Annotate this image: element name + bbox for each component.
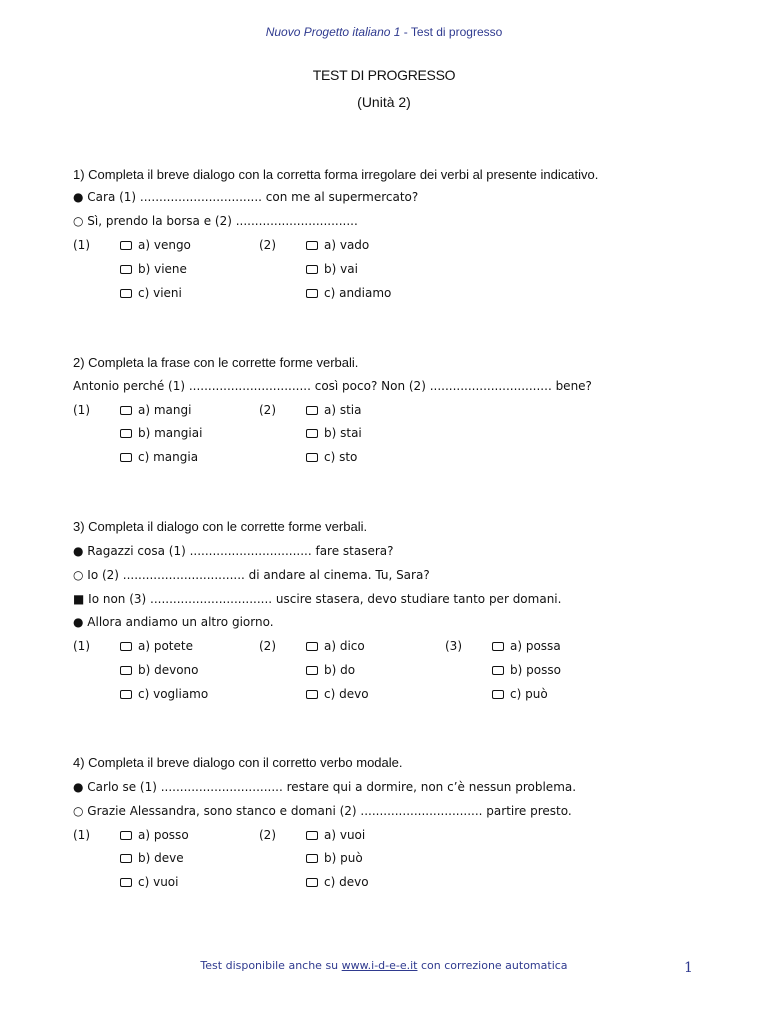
answer-option[interactable] <box>492 639 561 653</box>
answer-option[interactable] <box>306 875 369 889</box>
sentence-line: Antonio perché (1) ................................ così poco? Non (2) ................................ bene? <box>73 379 592 393</box>
option-label: b) mangiai <box>138 426 203 440</box>
dialogue-line: ○ Sì, prendo la borsa e (2) ................................ <box>73 214 358 228</box>
checkbox-icon[interactable] <box>120 831 132 840</box>
checkbox-icon[interactable] <box>306 265 318 274</box>
checkbox-icon[interactable] <box>120 289 132 298</box>
page-subtitle: (Unità 2) <box>357 94 411 110</box>
option-label: a) vuoi <box>324 828 366 842</box>
checkbox-icon[interactable] <box>120 854 132 863</box>
answer-option[interactable] <box>120 238 191 252</box>
checkbox-icon[interactable] <box>492 666 504 675</box>
answer-option[interactable] <box>306 286 391 300</box>
answer-option[interactable] <box>120 875 178 889</box>
checkbox-icon[interactable] <box>306 289 318 298</box>
answer-option[interactable] <box>120 450 198 464</box>
option-label: b) deve <box>138 851 184 865</box>
blank-number-label: (2) <box>259 403 276 417</box>
checkbox-icon[interactable] <box>306 453 318 462</box>
answer-option[interactable] <box>306 238 369 252</box>
checkbox-icon[interactable] <box>120 453 132 462</box>
blank-number-label: (2) <box>259 238 276 252</box>
checkbox-icon[interactable] <box>306 690 318 699</box>
question-heading: 2) Completa la frase con le corrette forme verbali. <box>73 355 359 370</box>
option-label: b) posso <box>510 663 561 677</box>
option-label: b) devono <box>138 663 199 677</box>
checkbox-icon[interactable] <box>306 429 318 438</box>
answer-option[interactable] <box>306 851 363 865</box>
dialogue-line: ■ Io non (3) ................................ uscire stasera, devo studiare tanto per domani. <box>73 592 562 606</box>
answer-option[interactable] <box>120 687 208 701</box>
option-label: c) andiamo <box>324 286 392 300</box>
answer-option[interactable] <box>120 403 191 417</box>
option-label: b) viene <box>138 262 187 276</box>
answer-option[interactable] <box>492 663 561 677</box>
checkbox-icon[interactable] <box>306 406 318 415</box>
option-label: b) può <box>324 851 363 865</box>
option-label: a) vado <box>324 238 370 252</box>
option-label: b) vai <box>324 262 358 276</box>
option-label: b) do <box>324 663 356 677</box>
dialogue-line: ○ Grazie Alessandra, sono stanco e domani (2) ................................ partire presto. <box>73 804 572 818</box>
running-header <box>0 25 768 39</box>
checkbox-icon[interactable] <box>492 690 504 699</box>
option-label: a) vengo <box>138 238 191 252</box>
footer-text-after: con correzione automatica <box>417 959 568 972</box>
dialogue-line: ● Carlo se (1) ................................ restare qui a dormire, non c’è nessun problema. <box>73 780 577 794</box>
checkbox-icon[interactable] <box>120 241 132 250</box>
option-label: c) può <box>510 687 548 701</box>
checkbox-icon[interactable] <box>120 406 132 415</box>
option-label: a) potete <box>138 639 193 653</box>
checkbox-icon[interactable] <box>492 642 504 651</box>
blank-number-label: (1) <box>73 828 90 842</box>
dialogue-line: ● Cara (1) ................................ con me al supermercato? <box>73 190 419 204</box>
blank-number-label: (3) <box>445 639 462 653</box>
option-label: a) possa <box>510 639 561 653</box>
dialogue-line: ○ Io (2) ................................ di andare al cinema. Tu, Sara? <box>73 568 430 582</box>
checkbox-icon[interactable] <box>120 265 132 274</box>
header-subtitle: - Test di progresso <box>400 25 503 39</box>
blank-number-label: (1) <box>73 403 90 417</box>
checkbox-icon[interactable] <box>306 642 318 651</box>
option-label: c) vieni <box>138 286 182 300</box>
answer-option[interactable] <box>306 639 365 653</box>
answer-option[interactable] <box>120 286 182 300</box>
answer-option[interactable] <box>120 663 199 677</box>
dialogue-line: ● Ragazzi cosa (1) ................................ fare stasera? <box>73 544 394 558</box>
checkbox-icon[interactable] <box>120 429 132 438</box>
answer-option[interactable] <box>306 403 362 417</box>
option-label: c) mangia <box>138 450 199 464</box>
option-label: c) devo <box>324 875 369 889</box>
answer-option[interactable] <box>306 450 357 464</box>
question-heading: 3) Completa il dialogo con le corrette forme verbali. <box>73 519 368 534</box>
blank-number-label: (2) <box>259 828 276 842</box>
question-heading: 4) Completa il breve dialogo con il corretto verbo modale. <box>73 755 403 770</box>
answer-option[interactable] <box>306 663 355 677</box>
option-label: b) stai <box>324 426 362 440</box>
option-label: a) stia <box>324 403 362 417</box>
checkbox-icon[interactable] <box>306 854 318 863</box>
checkbox-icon[interactable] <box>120 666 132 675</box>
option-label: a) mangi <box>138 403 192 417</box>
blank-number-label: (1) <box>73 639 90 653</box>
answer-option[interactable] <box>492 687 548 701</box>
answer-option[interactable] <box>120 426 202 440</box>
option-label: c) devo <box>324 687 369 701</box>
answer-option[interactable] <box>306 426 362 440</box>
option-label: c) sto <box>324 450 358 464</box>
answer-option[interactable] <box>120 639 193 653</box>
answer-option[interactable] <box>120 851 184 865</box>
checkbox-icon[interactable] <box>306 666 318 675</box>
option-label: c) vuoi <box>138 875 179 889</box>
answer-option[interactable] <box>306 687 369 701</box>
option-label: a) dico <box>324 639 365 653</box>
checkbox-icon[interactable] <box>306 878 318 887</box>
website-link[interactable]: www.i-d-e-e.it <box>341 959 418 972</box>
checkbox-icon[interactable] <box>120 642 132 651</box>
answer-option[interactable] <box>306 828 365 842</box>
checkbox-icon[interactable] <box>306 241 318 250</box>
page-number: 1 <box>684 960 693 976</box>
answer-option[interactable] <box>120 828 189 842</box>
checkbox-icon[interactable] <box>306 831 318 840</box>
checkbox-icon[interactable] <box>120 878 132 887</box>
question-heading: 1) Completa il breve dialogo con la corretta forma irregolare dei verbi al presente indicativo. <box>73 167 599 182</box>
checkbox-icon[interactable] <box>120 690 132 699</box>
dialogue-line: ● Allora andiamo un altro giorno. <box>73 615 274 629</box>
option-label: c) vogliamo <box>138 687 209 701</box>
blank-number-label: (1) <box>73 238 90 252</box>
page-footer <box>0 959 768 972</box>
option-label: a) posso <box>138 828 189 842</box>
blank-number-label: (2) <box>259 639 276 653</box>
answer-option[interactable] <box>306 262 358 276</box>
page-title: TEST DI PROGRESSO <box>312 67 456 83</box>
answer-option[interactable] <box>120 262 187 276</box>
header-book-title: Nuovo Progetto italiano 1 <box>265 25 401 39</box>
footer-text-before: Test disponibile anche su <box>200 959 342 972</box>
